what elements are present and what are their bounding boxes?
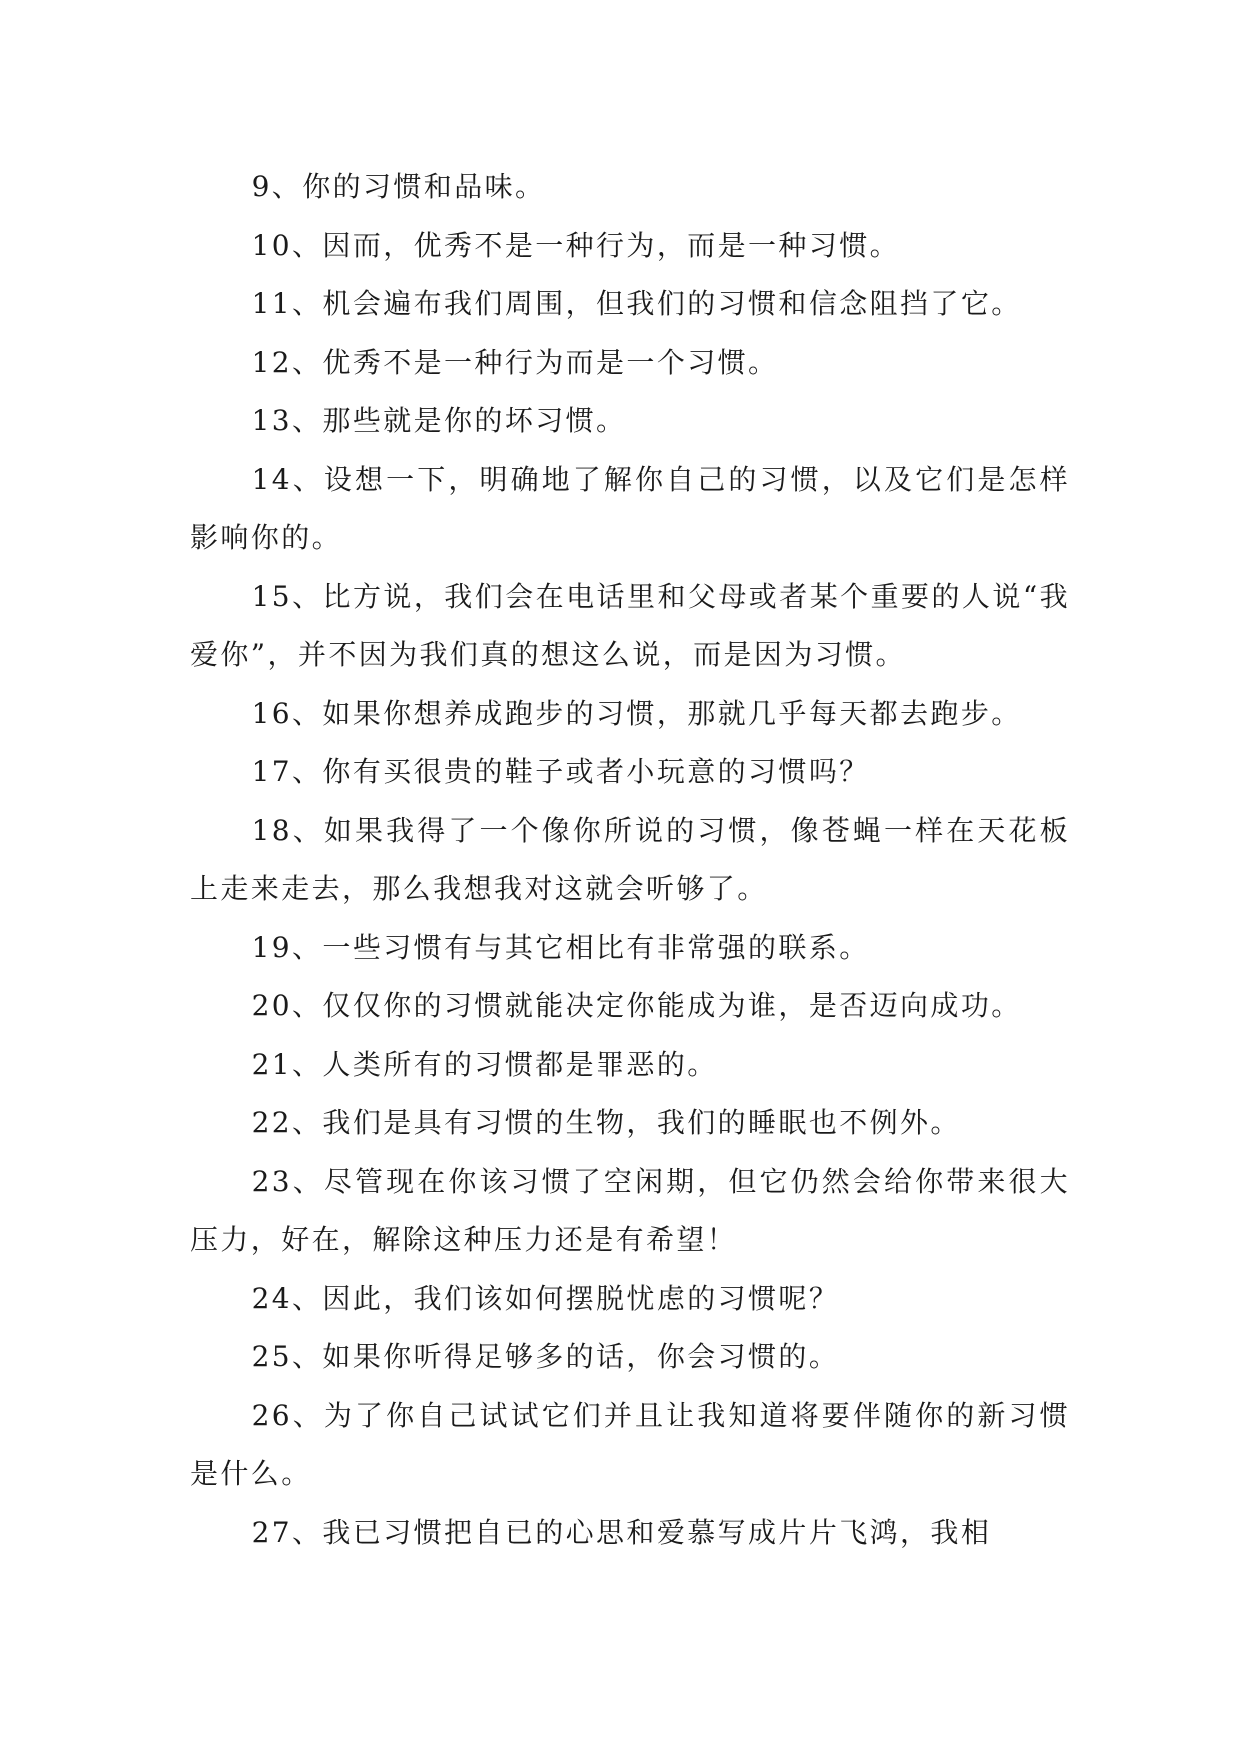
paragraph: 12、优秀不是一种行为而是一个习惯。	[251, 345, 779, 379]
document-body	[190, 158, 1070, 1562]
paragraph: 9、你的习惯和品味。	[251, 170, 546, 203]
paragraph: 27、我已习惯把自已的心思和爱慕写成片片飞鸿，我相	[251, 1515, 992, 1549]
paragraph: 22、我们是具有习惯的生物，我们的睡眠也不例外。	[251, 1106, 961, 1139]
paragraph: 16、如果你想养成跑步的习惯，那就几乎每天都去跑步。	[251, 696, 1022, 730]
paragraph: 17、你有买很贵的鞋子或者小玩意的习惯吗？	[251, 755, 870, 788]
paragraph: 19、一些习惯有与其它相比有非常强的联系。	[251, 930, 870, 964]
paragraph: 11、机会遍布我们周围，但我们的习惯和信念阻挡了它。	[251, 287, 1022, 320]
paragraph: 24、因此，我们该如何摆脱忧虑的习惯呢？	[251, 1281, 840, 1315]
paragraph: 18、如果我得了一个像你所说的习惯，像苍蝇一样在天花板上走来走去，那么我想我对这就会听够了。	[190, 813, 1070, 905]
paragraph: 10、因而，优秀不是一种行为，而是一种习惯。	[251, 228, 901, 262]
paragraph: 20、仅仅你的习惯就能决定你能成为谁，是否迈向成功。	[251, 989, 1022, 1022]
paragraph: 14、设想一下，明确地了解你自己的习惯，以及它们是怎样影响你的。	[190, 462, 1070, 554]
paragraph: 21、人类所有的习惯都是罪恶的。	[251, 1047, 718, 1081]
paragraph: 13、那些就是你的坏习惯。	[251, 404, 627, 437]
paragraph: 15、比方说，我们会在电话里和父母或者某个重要的人说“我爱你”，并不因为我们真的想这么说，而是因为习惯。	[190, 579, 1070, 671]
paragraph: 23、尽管现在你该习惯了空闲期，但它仍然会给你带来很大压力，好在，解除这种压力还是有希望！	[190, 1164, 1070, 1256]
paragraph: 25、如果你听得足够多的话，你会习惯的。	[251, 1340, 840, 1373]
paragraph: 26、为了你自己试试它们并且让我知道将要伴随你的新习惯是什么。	[190, 1398, 1070, 1490]
